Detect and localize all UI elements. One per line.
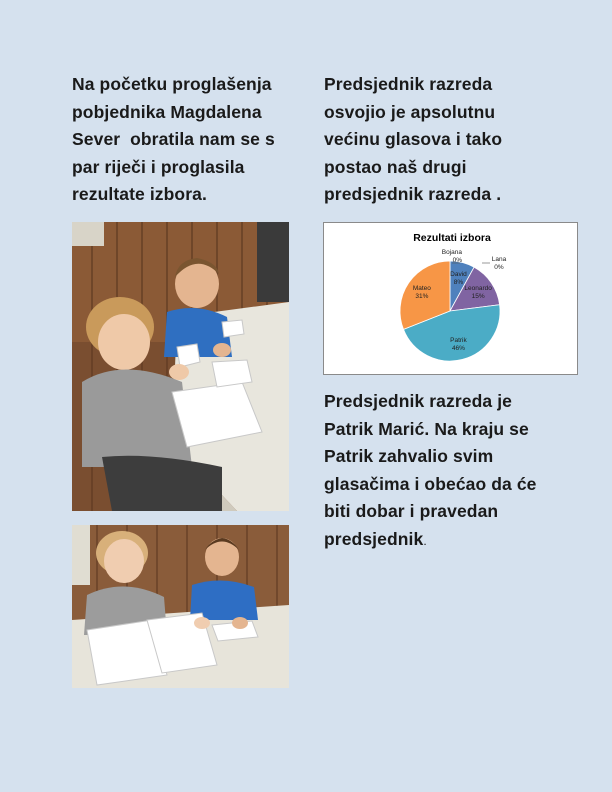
left-line-5: rezultate izbora.	[72, 184, 207, 205]
pie-label-name-david: David	[450, 271, 467, 279]
pie-label-pct-david: 8%	[453, 279, 464, 287]
right-top-line-1: Predsjednik razreda	[324, 74, 493, 94]
right-top-line-5: predsjednik razreda .	[324, 184, 502, 205]
chart-title: Rezultati izbora	[413, 232, 491, 244]
last-word: predsjednik	[324, 528, 424, 549]
photo-girl-and-boy-sorting-ballots	[72, 222, 289, 511]
right-top-line-4: postao naš drugi	[324, 156, 467, 177]
pie-label-name-lana: Lana	[491, 256, 507, 263]
right-bottom-paragraph	[324, 388, 564, 556]
pie-label-name-mateo: Mateo	[412, 284, 431, 292]
chart-svg	[324, 223, 577, 374]
pie-label-pct-patrik: 46%	[451, 344, 465, 352]
left-line-2: pobjednika Magdalena	[72, 101, 262, 122]
pie-label-name-patrik: Patrik	[450, 336, 467, 344]
election-results-chart	[323, 222, 578, 375]
pie-label-pct-mateo: 31%	[415, 292, 429, 300]
pie-label-pct-leonardo: 15%	[471, 292, 485, 300]
photo1-illustration	[72, 222, 289, 511]
left-line-3: Sever obratila nam se s	[72, 129, 275, 150]
photo2-illustration	[72, 525, 289, 688]
pie-label-name-bojana: Bojana	[441, 249, 462, 256]
photo-girl-and-boy-reading-ballots	[72, 525, 289, 688]
right-top-line-2: osvojio je apsolutnu	[324, 101, 496, 122]
right-bottom-line-6	[324, 526, 564, 556]
right-bottom-line-2: Patrik Marić. Na kraju se	[324, 418, 529, 439]
right-bottom-line-1: Predsjednik razreda je	[324, 391, 512, 411]
right-top-line-3: većinu glasova i tako	[324, 129, 503, 150]
trailing-dot: .	[423, 533, 427, 548]
left-paragraph	[72, 71, 292, 209]
pie-label-pct-bojana: 0%	[452, 257, 462, 264]
left-line-1: Na početku proglašenja	[72, 74, 272, 94]
right-bottom-line-5: biti dobar i pravedan	[324, 501, 499, 522]
pie-label-pct-lana: 0%	[494, 264, 504, 271]
right-top-paragraph	[324, 71, 564, 209]
pie-label-name-leonardo: Leonardo	[464, 284, 492, 292]
left-line-4: par riječi i proglasila	[72, 156, 245, 177]
right-bottom-line-4: glasačima i obećao da će	[324, 473, 537, 494]
right-bottom-line-3: Patrik zahvalio svim	[324, 446, 494, 467]
